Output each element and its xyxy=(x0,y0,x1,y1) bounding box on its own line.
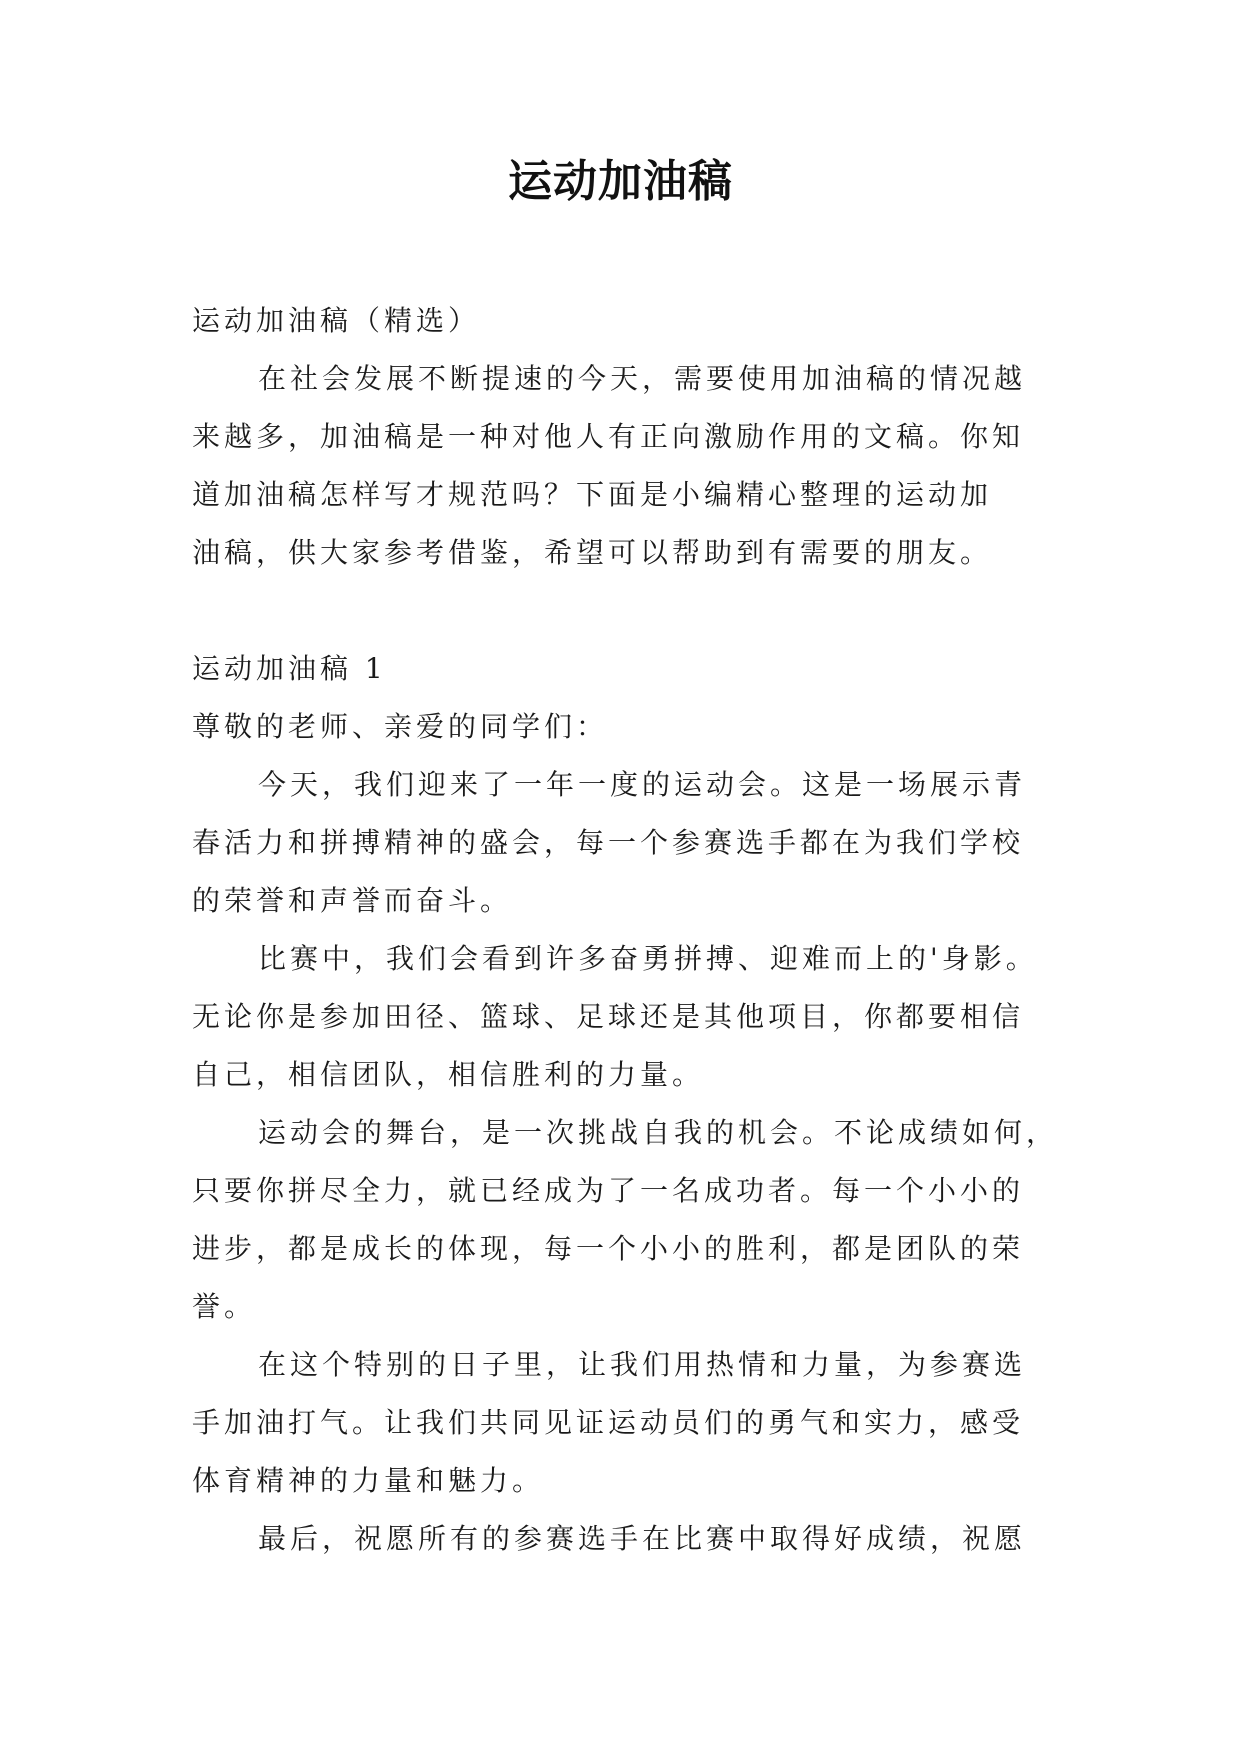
paragraph-line: 誉。 xyxy=(192,1290,257,1323)
paragraph-line: 运动会的舞台，是一次挑战自我的机会。不论成绩如何， xyxy=(258,1116,1059,1149)
speech-paragraph xyxy=(192,756,1062,930)
paragraph-line: 只要你拼尽全力，就已经成为了一名成功者。每一个小小的 xyxy=(192,1174,1025,1207)
document-title: 运动加油稿 xyxy=(508,156,733,207)
paragraph-line: 无论你是参加田径、篮球、足球还是其他项目，你都要相信 xyxy=(192,1000,1025,1033)
paragraph-line: 道加油稿怎样写才规范吗？下面是小编精心整理的运动加 xyxy=(192,478,993,511)
paragraph-line: 体育精神的力量和魅力。 xyxy=(192,1464,545,1497)
speech-paragraph xyxy=(192,930,1062,1104)
paragraph-line: 来越多，加油稿是一种对他人有正向激励作用的文稿。你知 xyxy=(192,420,1025,453)
paragraph-line: 春活力和拼搏精神的盛会，每一个参赛选手都在为我们学校 xyxy=(192,826,1025,859)
paragraph-line: 比赛中，我们会看到许多奋勇拼搏、迎难而上的'身影。 xyxy=(258,942,1038,975)
document-body xyxy=(192,292,1062,1568)
speech-paragraph xyxy=(192,1104,1062,1336)
paragraph-line: 的荣誉和声誉而奋斗。 xyxy=(192,884,513,917)
paragraph-line: 油稿，供大家参考借鉴，希望可以帮助到有需要的朋友。 xyxy=(192,536,993,569)
document-subtitle: 运动加油稿（精选） xyxy=(192,304,481,337)
intro-paragraph xyxy=(192,350,1062,582)
paragraph-line: 最后，祝愿所有的参赛选手在比赛中取得好成绩，祝愿 xyxy=(258,1522,1027,1555)
section-spacer xyxy=(192,582,1062,640)
paragraph-line: 进步，都是成长的体现，每一个小小的胜利，都是团队的荣 xyxy=(192,1232,1025,1265)
speech-paragraph xyxy=(192,1336,1062,1510)
paragraph-line: 在社会发展不断提速的今天，需要使用加油稿的情况越 xyxy=(258,362,1027,395)
paragraph-line: 在这个特别的日子里，让我们用热情和力量，为参赛选 xyxy=(258,1348,1027,1381)
paragraph-line: 自己，相信团队，相信胜利的力量。 xyxy=(192,1058,705,1091)
paragraph-line: 手加油打气。让我们共同见证运动员们的勇气和实力，感受 xyxy=(192,1406,1025,1439)
paragraph-line: 今天，我们迎来了一年一度的运动会。这是一场展示青 xyxy=(258,768,1027,801)
section-heading: 运动加油稿 1 xyxy=(192,652,387,685)
salutation: 尊敬的老师、亲爱的同学们： xyxy=(192,710,609,743)
speech-paragraph xyxy=(192,1510,1062,1568)
